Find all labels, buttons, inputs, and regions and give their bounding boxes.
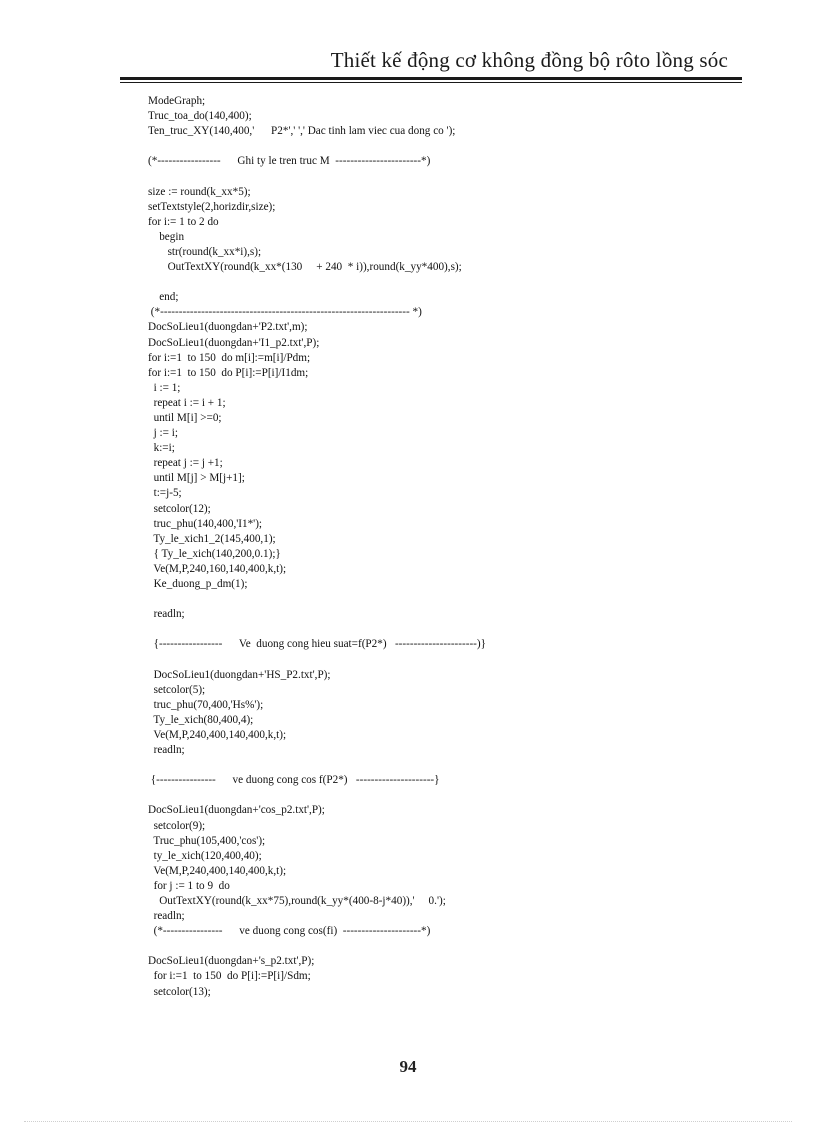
code-line: DocSoLieu1(duongdan+'P2.txt',m); xyxy=(148,321,308,334)
code-line: { Ty_le_xich(140,200,0.1);} xyxy=(148,547,281,560)
code-line: repeat j := j +1; xyxy=(148,457,223,470)
code-line: for i:=1 to 150 do P[i]:=P[i]/I1dm; xyxy=(148,366,309,379)
code-line: Ten_truc_XY(140,400,' P2*',' ',' Dac tinh lam viec cua dong co '); xyxy=(148,125,456,138)
code-line xyxy=(148,169,728,184)
code-line: Ve(M,P,240,160,140,400,k,t); xyxy=(148,562,287,575)
code-line: readln; xyxy=(148,910,185,923)
code-line: OutTextXY(round(k_xx*75),round(k_yy*(400-8-j*40)),' 0.'); xyxy=(148,894,446,907)
code-line: i := 1; xyxy=(148,381,181,394)
code-line: DocSoLieu1(duongdan+'I1_p2.txt',P); xyxy=(148,336,320,349)
code-line: DocSoLieu1(duongdan+'cos_p2.txt',P); xyxy=(148,804,325,817)
code-line: begin xyxy=(148,230,185,243)
code-line xyxy=(148,788,728,803)
code-line: for j := 1 to 9 do xyxy=(148,879,230,892)
code-line: readln; xyxy=(148,744,185,757)
code-line: (*---------------- ve duong cong cos(fi) ---------------------*) xyxy=(148,925,431,938)
code-line: Truc_toa_do(140,400); xyxy=(148,110,252,123)
code-listing xyxy=(148,94,728,1000)
code-line: ty_le_xich(120,400,40); xyxy=(148,849,262,862)
code-line xyxy=(148,652,728,667)
code-line: Truc_phu(105,400,'cos'); xyxy=(148,834,266,847)
code-line: for i:=1 to 150 do P[i]:=P[i]/Sdm; xyxy=(148,970,311,983)
code-line: setcolor(13); xyxy=(148,985,211,998)
code-line: {----------------- Ve duong cong hieu suat=f(P2*) ----------------------)} xyxy=(148,638,487,651)
page-number: 94 xyxy=(399,1057,417,1076)
code-line: repeat i := i + 1; xyxy=(148,396,226,409)
code-line xyxy=(148,939,728,954)
code-line: Ty_le_xich1_2(145,400,1); xyxy=(148,532,276,545)
code-line xyxy=(148,622,728,637)
code-line: Ty_le_xich(80,400,4); xyxy=(148,713,254,726)
header-rule-thin xyxy=(120,82,742,83)
code-line: Ve(M,P,240,400,140,400,k,t); xyxy=(148,864,287,877)
code-line: (*----------------- Ghi ty le tren truc M -----------------------*) xyxy=(148,155,431,168)
code-line: readln; xyxy=(148,608,185,621)
code-line: setTextstyle(2,horizdir,size); xyxy=(148,200,276,213)
code-line xyxy=(148,275,728,290)
code-line: truc_phu(140,400,'I1*'); xyxy=(148,517,263,530)
code-line: t:=j-5; xyxy=(148,487,182,500)
code-line: k:=i; xyxy=(148,442,175,455)
code-line: setcolor(9); xyxy=(148,819,206,832)
code-line: DocSoLieu1(duongdan+'s_p2.txt',P); xyxy=(148,955,315,968)
code-line: truc_phu(70,400,'Hs%'); xyxy=(148,698,264,711)
code-line: j := i; xyxy=(148,427,178,440)
code-line: DocSoLieu1(duongdan+'HS_P2.txt',P); xyxy=(148,668,331,681)
code-line: size := round(k_xx*5); xyxy=(148,185,251,198)
code-line: Ke_duong_p_dm(1); xyxy=(148,578,248,590)
code-line: end; xyxy=(148,291,179,304)
code-line xyxy=(148,758,728,773)
code-line: until M[j] > M[j+1]; xyxy=(148,472,245,485)
code-line: for i:= 1 to 2 do xyxy=(148,215,219,228)
code-line: (*------------------------------------------------------------------- *) xyxy=(148,306,422,319)
code-line: setcolor(12); xyxy=(148,502,211,515)
code-line: OutTextXY(round(k_xx*(130 + 240 * i)),round(k_yy*400),s); xyxy=(148,261,462,274)
code-line xyxy=(148,139,728,154)
code-line: ModeGraph; xyxy=(148,95,206,107)
code-line xyxy=(148,592,728,607)
code-line: str(round(k_xx*i),s); xyxy=(148,245,262,258)
code-line: until M[i] >=0; xyxy=(148,411,222,424)
running-header-title: Thiết kế động cơ không đồng bộ rôto lồng sóc xyxy=(330,48,728,72)
code-line: for i:=1 to 150 do m[i]:=m[i]/Pdm; xyxy=(148,351,311,364)
page-bottom-divider xyxy=(24,1121,792,1122)
code-line: setcolor(5); xyxy=(148,683,206,696)
code-line: {---------------- ve duong cong cos f(P2*) ---------------------} xyxy=(148,774,440,787)
header-rule-thick xyxy=(120,77,742,80)
code-line: Ve(M,P,240,400,140,400,k,t); xyxy=(148,728,287,741)
